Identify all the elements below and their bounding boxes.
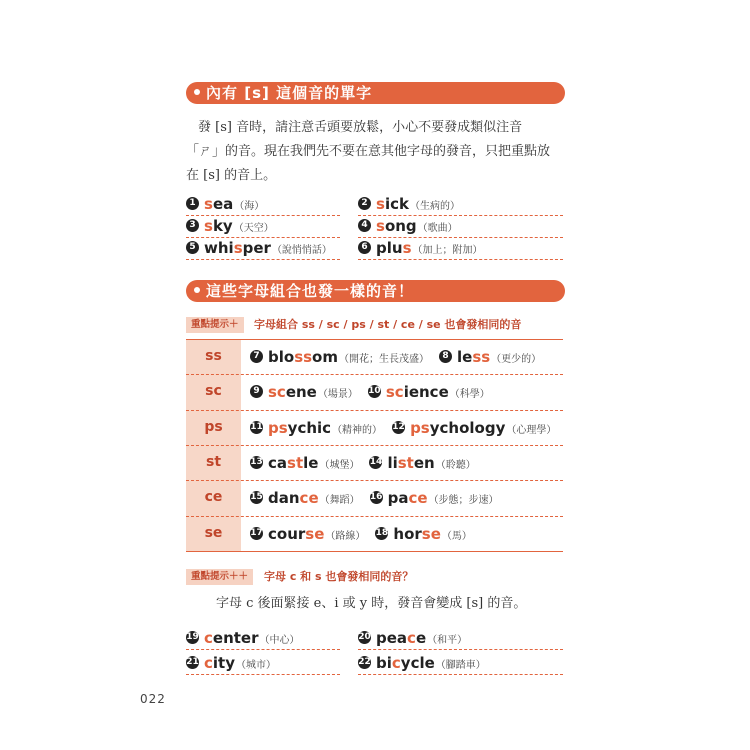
vocab-word: [268, 489, 319, 507]
vocab-item: [358, 216, 458, 236]
page-number: 022: [140, 692, 166, 706]
item-number-icon: 21: [186, 657, 199, 667]
vocab-word: [388, 489, 428, 507]
vocab-word: [393, 525, 441, 543]
vocab-gloss: （精神的）: [332, 424, 383, 436]
vocab-word: [204, 654, 235, 672]
word-part: om: [312, 348, 338, 366]
vocab-gloss: （生病的）: [409, 201, 460, 212]
word-highlight: sc: [385, 383, 404, 402]
vocab-word: [268, 525, 324, 543]
item-number-icon: 4: [358, 219, 371, 232]
divider: [186, 215, 340, 216]
word-part: le: [303, 453, 319, 472]
word-part: ene: [285, 383, 317, 402]
item-number-icon: 17: [250, 527, 263, 538]
vocab-word: [376, 217, 417, 235]
vocab-word: [376, 654, 435, 672]
word-highlight: s: [204, 217, 213, 235]
divider: [358, 259, 563, 260]
bullet-dot-icon: [194, 287, 200, 293]
word-part: ick: [384, 195, 409, 213]
table-row-divider: [186, 374, 563, 375]
intro-line-1: 發 [s] 音時，請注意舌頭要放鬆，小心不要發成類似注音: [198, 120, 523, 135]
vocab-gloss: （天空）: [233, 223, 274, 234]
vocab-word: [268, 419, 331, 437]
table-row-divider: [186, 445, 563, 446]
word-highlight: sc: [268, 383, 286, 402]
vocab-gloss: （馬）: [441, 530, 472, 542]
word-highlight: c: [407, 629, 416, 647]
vocab-gloss: （中心）: [259, 635, 300, 646]
vocab-gloss: （海）: [234, 201, 265, 212]
table-row-label: sc: [205, 383, 222, 400]
divider: [186, 237, 340, 238]
vocab-gloss: （舞蹈）: [319, 495, 360, 507]
word-highlight: ce: [408, 489, 428, 508]
word-part: pa: [387, 489, 409, 508]
vocab-word: [457, 348, 490, 366]
item-number-icon: 12: [392, 421, 405, 432]
vocab-item: [186, 194, 264, 214]
word-part: ong: [384, 217, 417, 235]
word-part: en: [413, 453, 435, 472]
word-part: ea: [212, 195, 234, 213]
vocab-gloss: （城市）: [236, 660, 276, 671]
word-part: blo: [268, 348, 295, 366]
vocab-gloss: （科學）: [449, 389, 490, 401]
word-highlight: ce: [299, 489, 319, 508]
word-part: hor: [393, 524, 422, 543]
bullet-dot-icon: [194, 89, 200, 95]
section-title: 內有 [s] 這個音的單字: [206, 84, 373, 102]
vocab-item: [358, 628, 467, 648]
word-part: pea: [376, 629, 408, 647]
item-number-icon: 9: [250, 385, 263, 398]
item-number-icon: 18: [375, 527, 389, 538]
vocab-item: [358, 194, 460, 214]
word-part: dan: [268, 489, 300, 508]
item-number-icon: 1: [186, 197, 199, 210]
table-row: [370, 488, 499, 508]
section-header-1: [186, 82, 565, 104]
vocab-gloss: （聆聽）: [435, 459, 476, 471]
word-part: plu: [376, 239, 403, 257]
table-row-label: ps: [204, 418, 223, 435]
vocab-item: [358, 653, 486, 673]
vocab-gloss: （步態；步速）: [428, 495, 499, 507]
word-part: ychic: [287, 418, 332, 437]
word-highlight: s: [376, 217, 385, 235]
table-row: [250, 347, 429, 367]
item-number-icon: 11: [250, 421, 263, 432]
tip-text-2: 字母 c 和 s 也會發相同的音？: [264, 570, 414, 583]
divider: [186, 649, 340, 650]
tip-tag: 重點提示＋: [186, 317, 244, 333]
table-top-border: [186, 339, 563, 340]
vocab-word: [204, 195, 233, 213]
item-number-icon: 10: [368, 386, 381, 397]
vocab-word: [376, 195, 409, 213]
word-highlight: st: [397, 453, 414, 472]
item-number-icon: 6: [358, 241, 371, 254]
section-title: 這些字母組合也發一樣的音！: [206, 282, 415, 300]
table-row-label: st: [205, 453, 222, 470]
item-number-icon: 22: [358, 657, 371, 667]
vocab-word: [268, 454, 318, 472]
word-part: le: [456, 348, 473, 366]
word-highlight: se: [421, 524, 441, 543]
vocab-gloss: （更少的）: [491, 354, 542, 365]
vocab-gloss: （加上；附加）: [412, 245, 483, 256]
table-row-divider: [186, 480, 563, 481]
vocab-gloss: （和平）: [427, 635, 468, 646]
tip-text: 字母組合 ss / sc / ps / st / ce / se 也會發相同的音: [254, 318, 522, 331]
vocab-gloss: （歌曲）: [417, 223, 458, 234]
vocab-word: [376, 629, 426, 647]
vocab-item: [186, 238, 332, 258]
table-row: [250, 488, 360, 508]
item-number-icon: 7: [250, 350, 263, 363]
word-highlight: ps: [410, 418, 430, 437]
word-highlight: s: [233, 239, 243, 257]
table-row: [368, 382, 490, 402]
word-part: ky: [212, 217, 233, 235]
item-number-icon: 13: [250, 456, 263, 467]
vocab-word: [204, 629, 259, 647]
table-row: [250, 453, 359, 473]
vocab-item: [186, 216, 274, 236]
vocab-gloss: （說悄悄話）: [271, 245, 332, 256]
vocab-word: [386, 383, 449, 401]
item-number-icon: 3: [186, 219, 199, 232]
word-part: ychology: [429, 418, 506, 437]
vocab-gloss: （城堡）: [319, 459, 360, 471]
word-highlight: c: [391, 654, 401, 672]
vocab-word: [204, 217, 233, 235]
divider: [186, 259, 340, 260]
word-highlight: ss: [472, 348, 491, 366]
vocab-word: [204, 239, 271, 257]
vocab-gloss: （開花；生長茂盛）: [338, 354, 429, 365]
vocab-gloss: （心理學）: [506, 424, 557, 436]
vocab-gloss: （路線）: [325, 530, 366, 542]
divider: [186, 674, 340, 675]
divider: [358, 674, 563, 675]
word-part: li: [387, 453, 398, 472]
item-number-icon: 8: [439, 350, 452, 363]
vocab-word: [387, 454, 434, 472]
table-row: [369, 453, 475, 473]
word-highlight: s: [376, 195, 385, 213]
word-part: ycle: [400, 654, 435, 672]
word-part: cour: [268, 524, 306, 543]
vocab-item: [186, 653, 276, 673]
vocab-gloss: （場景）: [317, 389, 358, 401]
item-number-icon: 16: [369, 492, 383, 503]
vocab-word: [410, 419, 505, 437]
vocab-word: [268, 348, 338, 366]
intro-line-3: 在 [s] 的音上。: [186, 168, 277, 183]
table-row-label: ce: [204, 489, 223, 506]
table-row: [250, 524, 365, 544]
item-number-icon: 2: [358, 197, 371, 210]
word-part: bi: [376, 654, 392, 672]
table-row: [375, 524, 472, 544]
word-part: ca: [268, 453, 288, 472]
item-number-icon: 5: [186, 241, 199, 254]
word-highlight: se: [305, 524, 325, 543]
word-part: ience: [403, 383, 449, 402]
word-highlight: c: [204, 629, 213, 647]
divider: [358, 237, 563, 238]
vocab-item: [186, 628, 300, 648]
item-number-icon: 19: [186, 632, 199, 642]
vocab-word: [268, 383, 317, 401]
table-row: [439, 347, 541, 367]
word-highlight: s: [204, 195, 213, 213]
table-row: [250, 382, 358, 402]
word-highlight: st: [287, 453, 304, 472]
table-row: [250, 418, 382, 438]
vocab-word: [376, 239, 412, 257]
word-part: per: [242, 239, 271, 257]
item-number-icon: 20: [358, 632, 371, 642]
word-part: whi: [204, 239, 234, 257]
word-highlight: ps: [268, 418, 288, 437]
divider: [358, 215, 563, 216]
divider: [358, 649, 563, 650]
word-part: e: [415, 629, 427, 647]
table-row-label: se: [204, 524, 223, 541]
table-bottom-border: [186, 551, 563, 552]
word-part: ity: [212, 654, 235, 672]
item-number-icon: 14: [369, 456, 383, 467]
intro-line-2: 「ㄕ」的音。現在我們先不要在意其他字母的發音，只把重點放: [186, 144, 551, 159]
table-row: [392, 418, 556, 438]
word-highlight: s: [402, 239, 412, 257]
table-row-divider: [186, 410, 563, 411]
vocab-gloss: （腳踏車）: [435, 660, 486, 671]
table-row-divider: [186, 516, 563, 517]
word-part: enter: [212, 629, 259, 647]
item-number-icon: 15: [250, 492, 263, 503]
tip-tag-2: 重點提示＋＋: [186, 569, 253, 585]
tip2-body: 字母 c 後面緊接 e、i 或 y 時，發音會變成 [s] 的音。: [216, 596, 527, 611]
word-highlight: ss: [294, 348, 313, 366]
vocab-item: [358, 238, 483, 258]
section-header-2: [186, 280, 565, 302]
table-row-label: ss: [205, 348, 222, 364]
word-highlight: c: [204, 654, 213, 672]
